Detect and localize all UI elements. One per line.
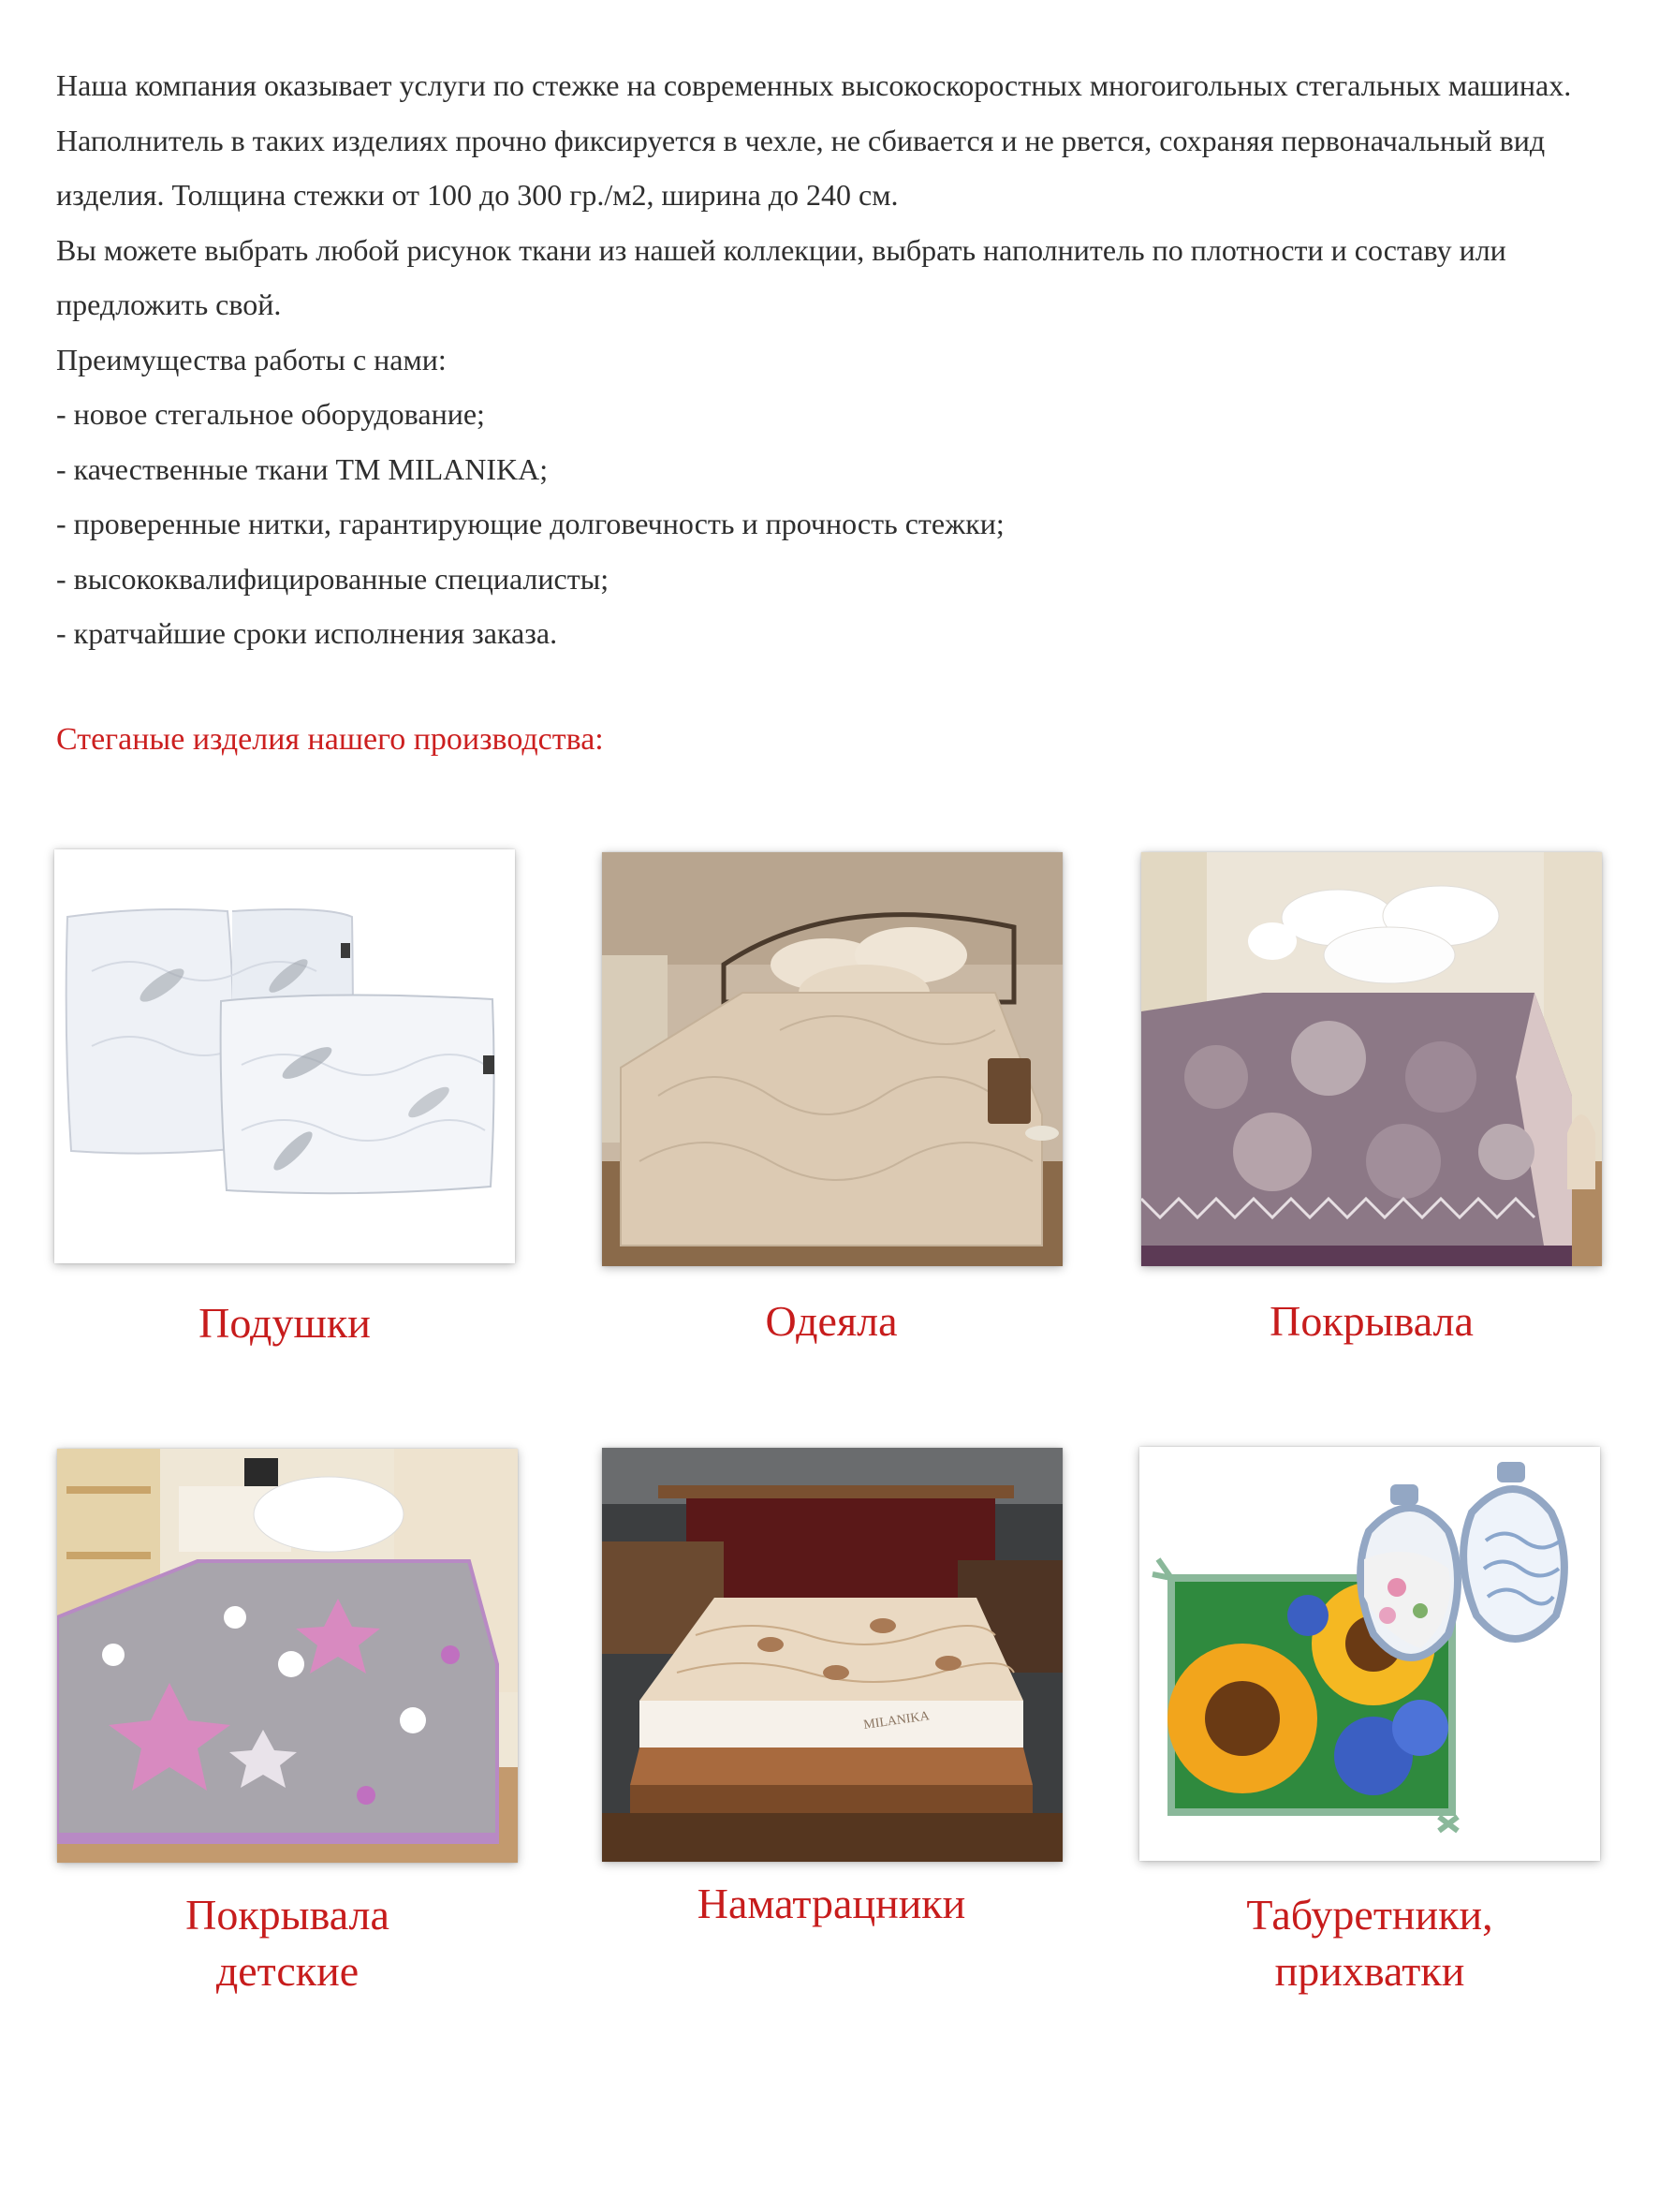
caption-line: Подушки xyxy=(198,1299,371,1347)
product-card-bedspreads[interactable] xyxy=(1141,852,1602,1266)
product-card-stool-covers[interactable] xyxy=(1139,1447,1600,1861)
product-card-pillows[interactable] xyxy=(54,849,515,1263)
caption-blankets xyxy=(588,1293,1075,1349)
caption-line: детские xyxy=(215,1947,360,1995)
product-card-mattress-toppers[interactable] xyxy=(602,1448,1063,1862)
advantage-item: - качественные ткани TM MILANIKA; xyxy=(56,451,549,486)
intro-paragraph-1: Наша компания оказывает услуги по стежке на современных высокоскоростных многоигольных стегальных машинах. Наполнитель в таких изделиях прочно фиксируется в чехле, не сбивается и не рвется, сохраняя первоначальный вид изделия. Толщина стежки от 100 до 300 гр./м2, ширина до 240 см. xyxy=(56,68,1572,212)
intro-paragraph-2: Вы можете выбрать любой рисунок ткани из нашей коллекции, выбрать наполнитель по плотности и составу или предложить свой. xyxy=(56,232,1506,321)
stool-covers-image xyxy=(1139,1447,1600,1861)
caption-line: Одеяла xyxy=(765,1297,898,1345)
advantages-heading: Преимущества работы с нами: xyxy=(56,342,447,376)
caption-pillows xyxy=(41,1295,528,1351)
kids-bedspreads-image xyxy=(57,1449,518,1863)
section-title: Стеганые изделия нашего производства: xyxy=(56,722,604,757)
intro-text xyxy=(56,58,1629,661)
caption-line: Табуретники, xyxy=(1246,1891,1493,1939)
caption-stool-covers xyxy=(1126,1887,1613,1999)
pillows-image xyxy=(54,849,515,1263)
mattress-brand-label: MILANIKA xyxy=(862,1709,931,1733)
caption-line: Покрывала xyxy=(185,1891,389,1939)
product-card-blankets[interactable] xyxy=(602,852,1063,1266)
mattress-toppers-image xyxy=(602,1448,1063,1862)
caption-line: Покрывала xyxy=(1270,1297,1474,1345)
advantage-item: - кратчайшие сроки исполнения заказа. xyxy=(56,616,558,650)
caption-kids-bedspreads xyxy=(44,1887,531,1999)
bedspreads-image xyxy=(1141,852,1602,1266)
advantage-item: - проверенные нитки, гарантирующие долговечность и прочность стежки; xyxy=(56,507,1005,540)
advantage-item: - высококвалифицированные специалисты; xyxy=(56,561,609,596)
advantage-item: - новое стегальное оборудование; xyxy=(56,397,485,431)
caption-line: Наматрацники xyxy=(697,1880,966,1927)
caption-bedspreads xyxy=(1128,1293,1615,1349)
caption-line: прихватки xyxy=(1274,1947,1465,1995)
blankets-image xyxy=(602,852,1063,1266)
product-card-kids-bedspreads[interactable] xyxy=(57,1449,518,1863)
caption-mattress-toppers xyxy=(588,1876,1075,1932)
